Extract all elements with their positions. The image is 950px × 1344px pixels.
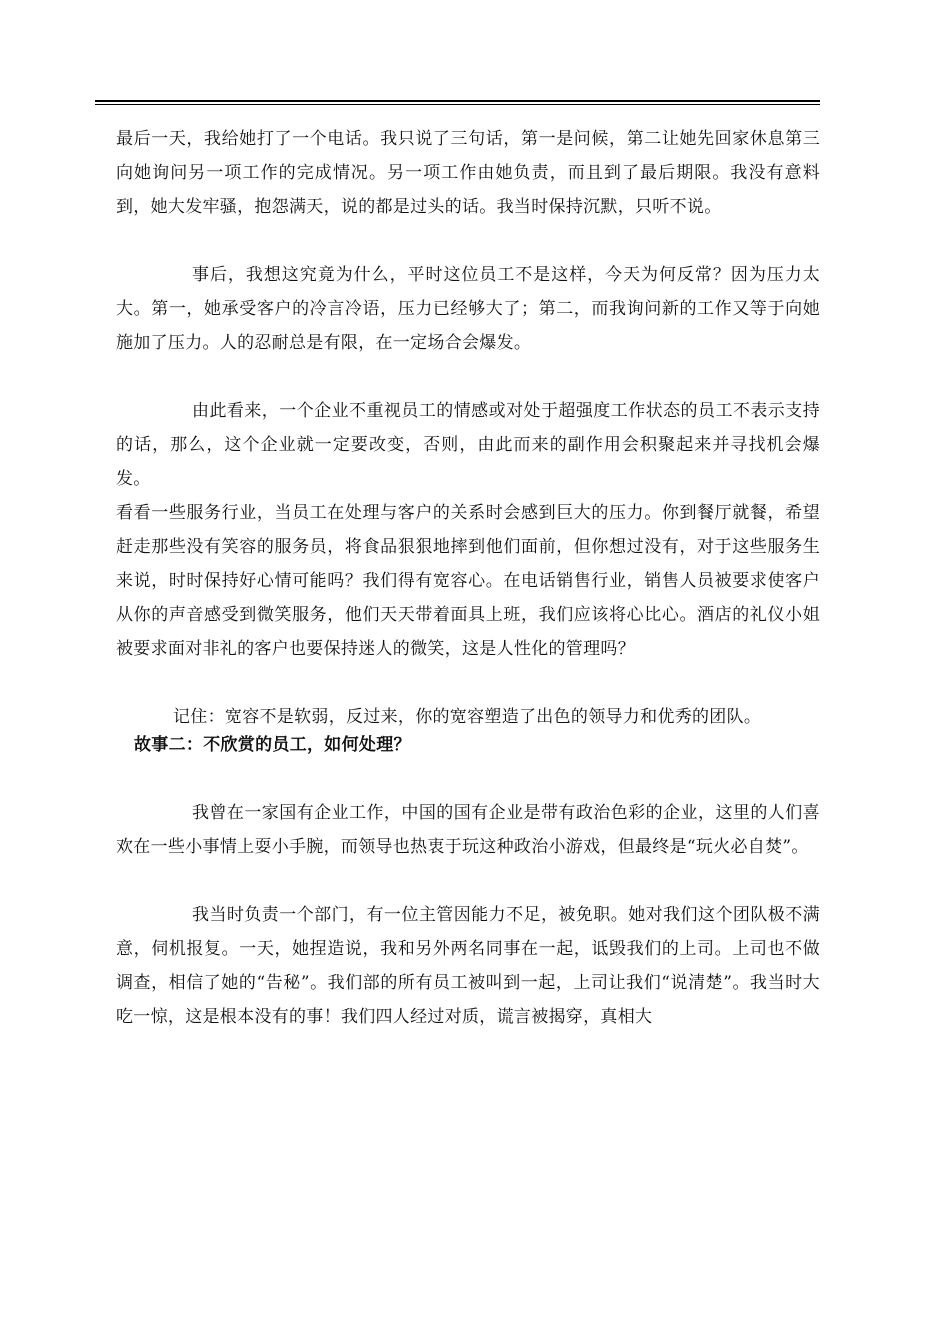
header-rule-thin: [95, 104, 820, 105]
paragraph-phone-call: 最后一天，我给她打了一个电话。我只说了三句话，第一是问候，第二让她先回家休息第三向她询问另一项工作的完成情况。另一项工作由她负责，而且到了最后期限。我没有意料到，她大发牢骚，抱怨满天，说的都是过头的话。我当时保持沉默，只听不说。: [116, 129, 820, 217]
paragraph-conclusion: 由此看来，一个企业不重视员工的情感或对处于超强度工作状态的员工不表示支持的话，那么，这个企业就一定要改变，否则，由此而来的副作用会积聚起来并寻找机会爆发。: [116, 401, 820, 489]
body-text: [116, 122, 820, 1034]
paragraph-reflection: 事后，我想这究竟为什么，平时这位员工不是这样，今天为何反常？因为压力太大。第一，她承受客户的冷言冷语，压力已经够大了；第二，而我询问新的工作又等于向她施加了压力。人的忍耐总是有限，在一定场合会爆发。: [116, 265, 820, 353]
section-heading-story-two: 故事二：不欣赏的员工，如何处理？: [134, 735, 411, 755]
paragraph-service-industry: 看看一些服务行业，当员工在处理与客户的关系时会感到巨大的压力。你到餐厅就餐，希望赶走那些没有笑容的服务员，将食品狠狠地摔到他们面前，但你想过没有，对于这些服务生来说，时时保持好心情可能吗？我们得有宽容心。在电话销售行业，销售人员被要求使客户从你的声音感受到微笑服务，他们天天带着面具上班，我们应该将心比心。酒店的礼仪小姐被要求面对非礼的客户也要保持迷人的微笑，这是人性化的管理吗？: [116, 503, 820, 659]
paragraph-department: 我当时负责一个部门，有一位主管因能力不足，被免职。她对我们这个团队极不满意，伺机报复。一天，她捏造说，我和另外两名同事在一起，诋毁我们的上司。上司也不做调查，相信了她的“告秘”。我们部的所有员工被叫到一起，上司让我们“说清楚”。我当时大吃一惊，这是根本没有的事！我们四人经过对质，谎言被揭穿，真相大: [116, 905, 820, 1027]
paragraph-remember: 记住：宽容不是软弱，反过来，你的宽容塑造了出色的领导力和优秀的团队。: [173, 707, 762, 727]
header-rule: [95, 100, 820, 102]
paragraph-state-enterprise: 我曾在一家国有企业工作，中国的国有企业是带有政治色彩的企业，这里的人们喜欢在一些小事情上耍小手腕，而领导也热衷于玩这种政治小游戏，但最终是“玩火必自焚”。: [116, 803, 820, 857]
